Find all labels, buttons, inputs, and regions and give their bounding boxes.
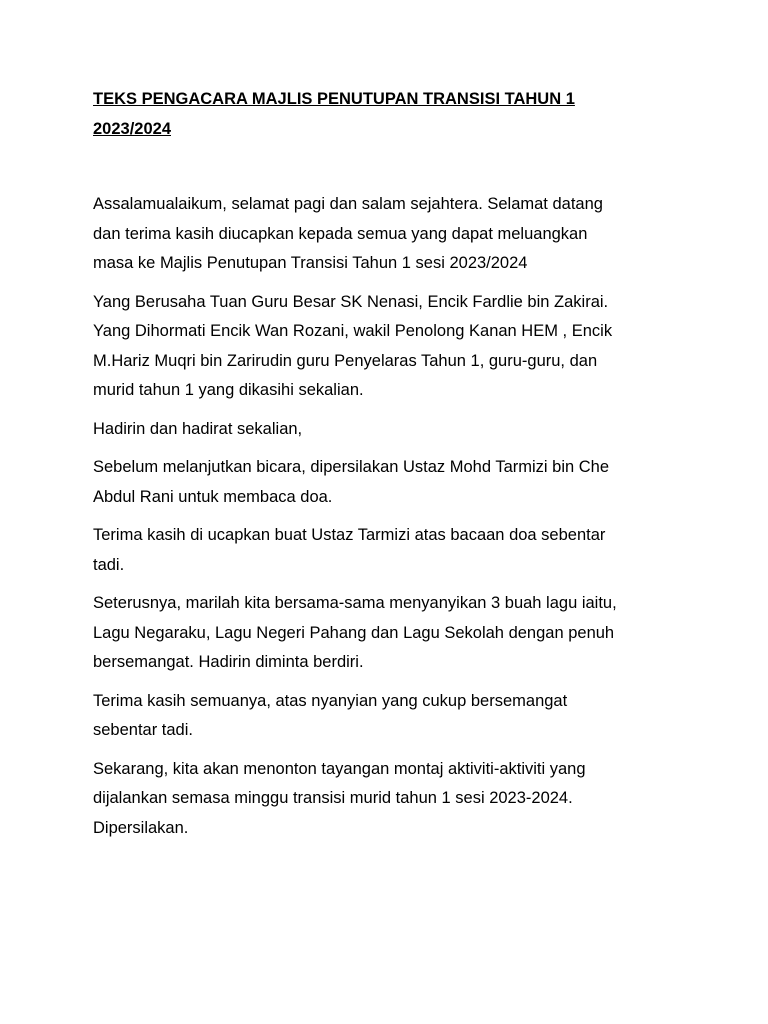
paragraph-line: Abdul Rani untuk membaca doa. — [93, 487, 333, 506]
paragraph-line: dan terima kasih diucapkan kepada semua yang dapat meluangkan — [93, 224, 588, 243]
title-line-2: 2023/2024 — [93, 120, 171, 138]
paragraph-line: murid tahun 1 yang dikasihi sekalian. — [93, 381, 364, 399]
paragraph-line: Sekarang, kita akan menonton tayangan montaj aktiviti-aktiviti yang — [93, 759, 586, 778]
paragraph-audience — [93, 415, 678, 445]
paragraph-line: dijalankan semasa minggu transisi murid tahun 1 sesi 2023-2024. — [93, 789, 573, 807]
paragraph-songs — [93, 589, 678, 678]
paragraph-line: masa ke Majlis Penutupan Transisi Tahun 1 sesi 2023/2024 — [93, 254, 528, 272]
paragraph-line: Seterusnya, marilah kita bersama-sama menyanyikan 3 buah lagu iaitu, — [93, 594, 617, 612]
document-title — [93, 84, 678, 144]
paragraph-prayer-thanks — [93, 521, 678, 580]
paragraph-line: Hadirin dan hadirat sekalian, — [93, 419, 303, 438]
paragraph-line: Lagu Negaraku, Lagu Negeri Pahang dan Lagu Sekolah dengan penuh — [93, 623, 615, 642]
paragraph-montage — [93, 755, 678, 844]
paragraph-line: Sebelum melanjutkan bicara, dipersilakan Ustaz Mohd Tarmizi bin Che — [93, 458, 610, 476]
paragraph-line: M.Hariz Muqri bin Zarirudin guru Penyelaras Tahun 1, guru-guru, dan — [93, 351, 598, 370]
paragraph-honorifics — [93, 288, 678, 406]
paragraph-line: Terima kasih semuanya, atas nyanyian yang cukup bersemangat — [93, 691, 568, 710]
paragraph-line: bersemangat. Hadirin diminta berdiri. — [93, 653, 364, 671]
paragraph-line: Dipersilakan. — [93, 818, 189, 837]
paragraph-line: Yang Berusaha Tuan Guru Besar SK Nenasi, Encik Fardlie bin Zakirai. — [93, 292, 609, 311]
paragraph-line: tadi. — [93, 555, 125, 574]
paragraph-songs-thanks — [93, 687, 678, 746]
paragraph-prayer-invite — [93, 453, 678, 512]
title-line-1: TEKS PENGACARA MAJLIS PENUTUPAN TRANSISI TAHUN 1 — [93, 90, 575, 108]
paragraph-line: Yang Dihormati Encik Wan Rozani, wakil Penolong Kanan HEM , Encik — [93, 322, 613, 340]
paragraph-line: Terima kasih di ucapkan buat Ustaz Tarmizi atas bacaan doa sebentar — [93, 526, 606, 544]
paragraph-line: Assalamualaikum, selamat pagi dan salam sejahtera. Selamat datang — [93, 195, 603, 213]
paragraph-line: sebentar tadi. — [93, 721, 193, 739]
paragraph-greeting — [93, 190, 678, 279]
